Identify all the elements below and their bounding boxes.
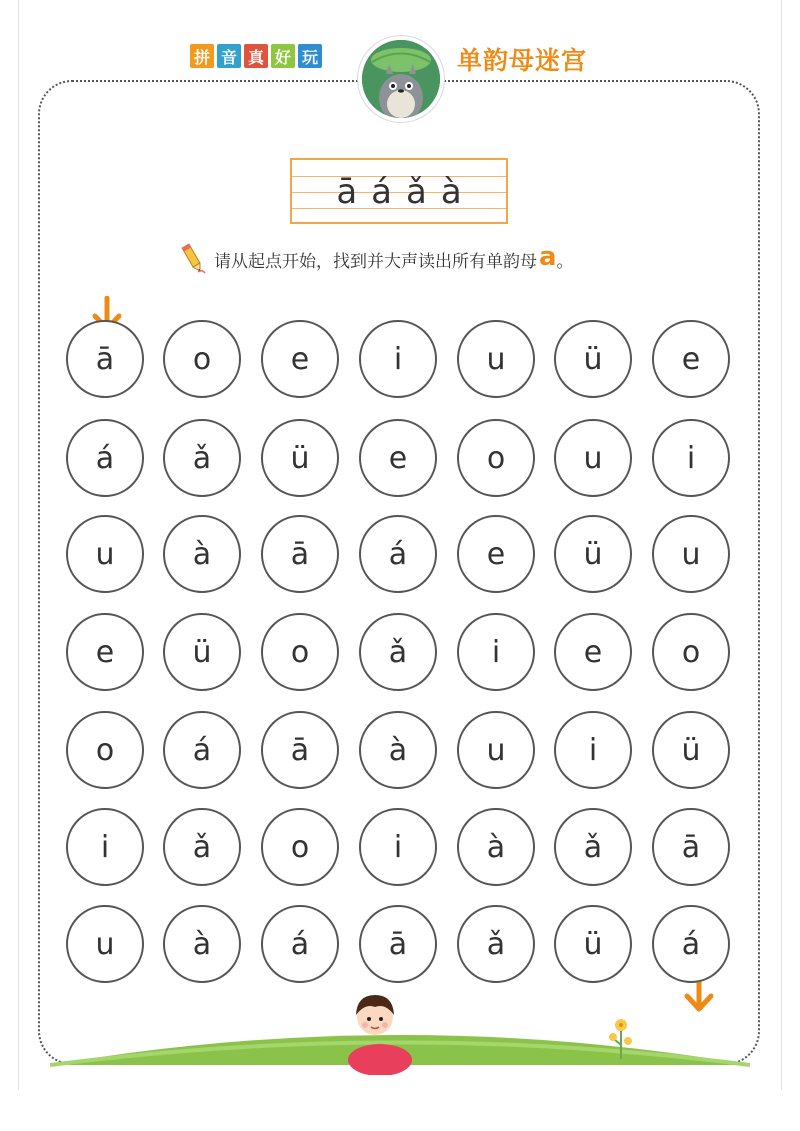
page-edge-right	[781, 0, 782, 1090]
maze-cell[interactable]: e	[261, 320, 339, 398]
maze-cell[interactable]: o	[261, 613, 339, 691]
maze-cell[interactable]: ü	[261, 419, 339, 497]
instruction-end: 。	[556, 251, 574, 272]
maze-cell[interactable]: u	[652, 515, 730, 593]
maze-cell[interactable]: ǎ	[554, 808, 632, 886]
maze-cell[interactable]: á	[66, 419, 144, 497]
maze-cell[interactable]: ǎ	[359, 613, 437, 691]
badge-char: 玩	[298, 44, 322, 68]
maze-cell[interactable]: ü	[652, 711, 730, 789]
maze-cell[interactable]: ā	[261, 711, 339, 789]
maze-cell[interactable]: i	[359, 320, 437, 398]
header-badges	[190, 44, 322, 68]
maze-cell[interactable]: à	[359, 711, 437, 789]
target-letter: a	[539, 242, 557, 272]
maze-cell[interactable]: o	[163, 320, 241, 398]
maze-cell[interactable]: á	[652, 905, 730, 983]
maze-cell[interactable]: à	[163, 905, 241, 983]
badge-char: 真	[244, 44, 268, 68]
maze-cell[interactable]: i	[457, 613, 535, 691]
maze-cell[interactable]: i	[359, 808, 437, 886]
maze-cell[interactable]: o	[652, 613, 730, 691]
maze-cell[interactable]: e	[652, 320, 730, 398]
instruction-text: 请从起点开始，找到并大声读出所有单韵母	[214, 251, 537, 272]
maze-cell[interactable]: u	[66, 905, 144, 983]
maze-cell[interactable]: e	[359, 419, 437, 497]
maze-cell[interactable]: á	[163, 711, 241, 789]
maze-cell[interactable]: i	[554, 711, 632, 789]
maze-cell[interactable]: e	[554, 613, 632, 691]
maze-cell[interactable]: ü	[554, 905, 632, 983]
maze-cell[interactable]: ü	[554, 515, 632, 593]
page-edge-left	[18, 0, 19, 1090]
tone-writing-box	[290, 158, 508, 224]
maze-cell[interactable]: o	[66, 711, 144, 789]
maze-cell[interactable]: e	[66, 613, 144, 691]
maze-cell[interactable]: ā	[66, 320, 144, 398]
maze-cell[interactable]: ü	[554, 320, 632, 398]
pencil-icon	[178, 242, 208, 276]
instruction	[178, 242, 574, 276]
badge-char: 好	[271, 44, 295, 68]
maze-cell[interactable]: i	[66, 808, 144, 886]
child-figure-icon	[345, 985, 415, 1075]
maze-cell[interactable]: ā	[359, 905, 437, 983]
badge-char: 音	[217, 44, 241, 68]
maze-cell[interactable]: à	[163, 515, 241, 593]
maze-cell[interactable]: i	[652, 419, 730, 497]
maze-cell[interactable]: u	[457, 711, 535, 789]
maze-cell[interactable]: ǎ	[163, 419, 241, 497]
maze-cell[interactable]: ā	[261, 515, 339, 593]
maze-cell[interactable]: ā	[652, 808, 730, 886]
maze-cell[interactable]: o	[457, 419, 535, 497]
totoro-mascot-icon	[358, 36, 444, 122]
maze-cell[interactable]: u	[457, 320, 535, 398]
game-title: 单韵母迷宫	[457, 46, 588, 75]
maze-cell[interactable]: ü	[163, 613, 241, 691]
maze-cell[interactable]: à	[457, 808, 535, 886]
maze-cell[interactable]: á	[261, 905, 339, 983]
maze-cell[interactable]: ǎ	[163, 808, 241, 886]
maze-cell[interactable]: u	[554, 419, 632, 497]
flower-icon	[606, 1015, 636, 1060]
maze-cell[interactable]: á	[359, 515, 437, 593]
maze-cell[interactable]: e	[457, 515, 535, 593]
maze-cell[interactable]: o	[261, 808, 339, 886]
maze-cell[interactable]: u	[66, 515, 144, 593]
maze-cell[interactable]: ǎ	[457, 905, 535, 983]
tone-marks: āáǎà	[336, 172, 476, 212]
badge-char: 拼	[190, 44, 214, 68]
